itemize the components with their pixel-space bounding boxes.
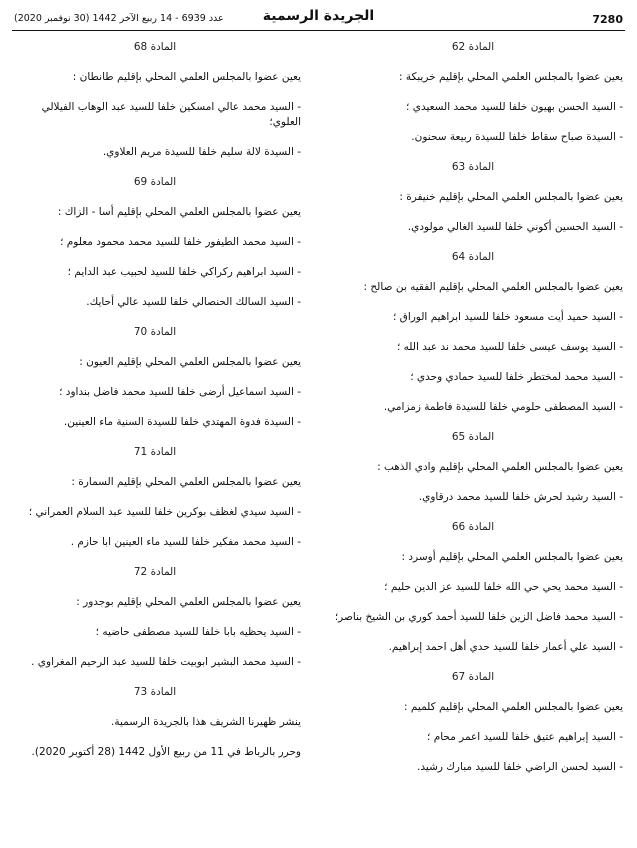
appointment-item: - السيد يوسف عيسى خلفا للسيد محمد ند عبد الله ؛ <box>396 341 623 353</box>
appointment-item: - السيدة صباح سقاط خلفا للسيدة ربيعة سحنون. <box>411 131 623 143</box>
article-heading: المادة 68 <box>133 41 177 53</box>
page-header <box>12 8 625 31</box>
appointment-item: - السيد يحظيه بابا خلفا للسيد مصطفى حاضيه ؛ <box>95 626 301 638</box>
closing-statement: وحرر بالرباط في 11 من ربيع الأول 1442 (28 أكتوبر 2020). <box>31 746 301 758</box>
article-intro: يعين عضوا بالمجلس العلمي المحلي بإقليم أسا - الزاك : <box>57 206 301 218</box>
article-heading: المادة 69 <box>133 176 177 188</box>
appointment-item: - السيد إبراهيم عتيق خلفا للسيد اعمر محام ؛ <box>427 731 623 743</box>
appointment-item: - السيد المصطفى حلومي خلفا للسيدة فاطمة زمزامي. <box>383 401 623 413</box>
appointment-item: - السيد رشيد لحرش خلفا للسيد محمد درقاوي. <box>418 491 623 503</box>
article-section <box>323 430 623 505</box>
article-section <box>323 250 623 415</box>
article-intro: يعين عضوا بالمجلس العلمي المحلي بإقليم خنيفرة : <box>399 191 623 203</box>
article-heading: المادة 73 <box>133 686 177 698</box>
article-section <box>9 325 301 430</box>
article-intro: يعين عضوا بالمجلس العلمي المحلي بإقليم العيون : <box>79 356 301 368</box>
appointment-item: - السيد محمد فاضل الزين خلفا للسيد أحمد كوري بن الشيخ بناصر؛ <box>334 611 623 623</box>
appointment-item: - السيد السالك الحنصالي خلفا للسيد عالي أحايك. <box>86 296 301 308</box>
article-heading: المادة 71 <box>133 446 177 458</box>
article-intro: يعين عضوا بالمجلس العلمي المحلي بإقليم السمارة : <box>71 476 301 488</box>
article-section <box>323 670 623 775</box>
right-column <box>323 40 623 790</box>
article-heading: المادة 63 <box>451 161 495 173</box>
article-heading: المادة 65 <box>451 431 495 443</box>
article-section <box>323 160 623 235</box>
article-intro: يعين عضوا بالمجلس العلمي المحلي بإقليم الفقيه بن صالح : <box>363 281 623 293</box>
article-section <box>323 40 623 145</box>
appointment-item: - السيد الحسن بهيون خلفا للسيد محمد السعيدي ؛ <box>406 101 623 113</box>
journal-title: الجريدة الرسمية <box>262 8 375 24</box>
appointment-item: - السيد محمد البشير ابوبيت خلفا للسيد عبد الرحيم المغراوي . <box>31 656 301 668</box>
article-heading: المادة 67 <box>451 671 495 683</box>
left-column <box>9 40 301 775</box>
appointment-item: - السيد علي أعمار خلفا للسيد حدي أهل احمد إبراهيم. <box>388 641 623 653</box>
appointment-item: - السيد حميد أيت مسعود خلفا للسيد ابراهيم الوراق ؛ <box>393 311 623 323</box>
article-section <box>9 685 301 730</box>
article-intro: ينشر ظهيرنا الشريف هذا بالجريدة الرسمية. <box>111 716 301 728</box>
article-heading: المادة 64 <box>451 251 495 263</box>
appointment-item: - السيدة لالة سليم خلفا للسيدة مريم العلاوي. <box>102 146 301 158</box>
article-heading: المادة 66 <box>451 521 495 533</box>
appointment-item: - السيد محمد عالي امسكين خلفا للسيد عبد الوهاب الفيلالي العلوي؛ <box>41 101 301 128</box>
appointment-item: - السيد محمد الطيفور خلفا للسيد محمد محمود معلوم ؛ <box>60 236 301 248</box>
appointment-item: - السيد لحسن الراضي خلفا للسيد مبارك رشيد. <box>417 761 623 773</box>
appointment-item: - السيد ابراهيم ركراكي خلفا للسيد لحبيب عبد الدايم ؛ <box>67 266 301 278</box>
article-heading: المادة 72 <box>133 566 177 578</box>
article-section <box>9 40 301 160</box>
issue-info: عدد 6939 - 14 ربيع الآخر 1442 (30 نوفمبر 2020) <box>14 13 224 24</box>
article-heading: المادة 62 <box>451 41 495 53</box>
page-number: 7280 <box>592 13 623 26</box>
article-heading: المادة 70 <box>133 326 177 338</box>
appointment-item: - السيد اسماعيل أرضى خلفا للسيد محمد فاضل بنداود ؛ <box>59 386 301 398</box>
appointment-item: - السيد محمد مفكير خلفا للسيد ماء العينين ابا حازم . <box>70 536 301 548</box>
appointment-item: - السيد محمد يحي حي الله خلفا للسيد عز الدين حليم ؛ <box>384 581 623 593</box>
article-section <box>9 175 301 310</box>
article-section <box>9 565 301 670</box>
article-section <box>323 520 623 655</box>
article-intro: يعين عضوا بالمجلس العلمي المحلي بإقليم طانطان : <box>72 71 301 83</box>
appointment-item: - السيد الحسين أكوني خلفا للسيد الغالي مولودي. <box>407 221 623 233</box>
appointment-item: - السيد سيدي لغظف بوكرين خلفا للسيد عبد السلام العمراني ؛ <box>28 506 301 518</box>
article-intro: يعين عضوا بالمجلس العلمي المحلي بإقليم كلميم : <box>404 701 623 713</box>
article-intro: يعين عضوا بالمجلس العلمي المحلي بإقليم بوجدور : <box>76 596 301 608</box>
article-intro: يعين عضوا بالمجلس العلمي المحلي بإقليم خريبكة : <box>398 71 623 83</box>
article-section <box>9 445 301 550</box>
appointment-item: - السيدة فدوة المهتدي خلفا للسيدة السنية ماء العينين. <box>63 416 301 428</box>
article-intro: يعين عضوا بالمجلس العلمي المحلي بإقليم أوسرد : <box>401 551 623 563</box>
article-intro: يعين عضوا بالمجلس العلمي المحلي بإقليم وادي الذهب : <box>377 461 623 473</box>
appointment-item: - السيد محمد لمختطر خلفا للسيد حمادي وحدي ؛ <box>410 371 623 383</box>
